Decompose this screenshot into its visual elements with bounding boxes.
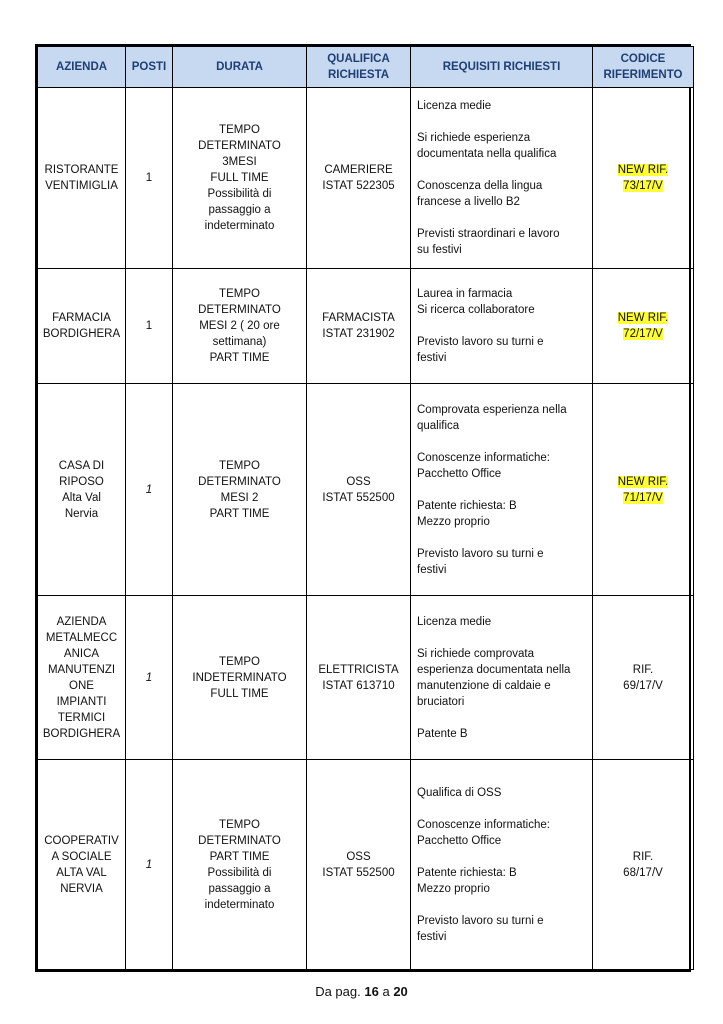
requisito-line: Previsto lavoro su turni e festivi — [417, 336, 544, 364]
requisito-line: Conoscenze informatiche: Pacchetto Office — [417, 451, 550, 480]
header-posti: POSTI — [126, 47, 173, 88]
azienda-cell: COOPERATIV A SOCIALE ALTA VAL NERVIA — [38, 760, 126, 970]
qualifica-cell: CAMERIERE ISTAT 522305 — [307, 88, 411, 269]
posti-cell: 1 — [126, 269, 173, 384]
durata-cell: TEMPO DETERMINATO PART TIME Possibilità di passaggio a indeterminato — [173, 760, 307, 970]
qualifica-cell: ELETTRICISTA ISTAT 613710 — [307, 596, 411, 760]
table-header-row — [38, 47, 694, 88]
codice-cell — [593, 269, 694, 384]
posti-cell: 1 — [126, 88, 173, 269]
table-row — [38, 88, 694, 269]
durata-cell: TEMPO DETERMINATO 3MESI FULL TIME Possibilità di passaggio a indeterminato — [173, 88, 307, 269]
posti-cell: 1 — [126, 384, 173, 596]
requisito-line: Previsti straordinari e lavoro su festivi — [417, 228, 560, 256]
requisito-line: Conoscenze informatiche: Pacchetto Office — [417, 818, 550, 847]
codice-riferimento: NEW RIF. 72/17/V — [617, 312, 669, 340]
codice-cell — [593, 384, 694, 596]
requisito-line: Patente richiesta: B Mezzo proprio — [417, 866, 517, 895]
requisiti-cell — [411, 384, 593, 596]
azienda-cell: FARMACIA BORDIGHERA — [38, 269, 126, 384]
codice-cell: RIF. 68/17/V — [593, 760, 694, 970]
footer-current-page: 16 — [364, 984, 379, 999]
requisito-line: Licenza medie — [417, 615, 492, 628]
footer-total-pages: 20 — [393, 984, 408, 999]
requisito-line: Si richiede comprovata esperienza documentata nella manutenzione di caldaie e bruciatori — [417, 647, 571, 708]
codice-riferimento: NEW RIF. 71/17/V — [617, 475, 669, 504]
qualifica-cell: OSS ISTAT 552500 — [307, 384, 411, 596]
header-qualifica: QUALIFICA RICHIESTA — [307, 47, 411, 88]
azienda-cell: RISTORANTE VENTIMIGLIA — [38, 88, 126, 269]
azienda-cell: CASA DI RIPOSO Alta Val Nervia — [38, 384, 126, 596]
requisiti-cell — [411, 88, 593, 269]
requisito-line: Patente richiesta: B Mezzo proprio — [417, 499, 517, 528]
requisito-line: Comprovata esperienza nella qualifica — [417, 403, 567, 432]
offers-table-frame — [35, 44, 691, 972]
requisiti-cell — [411, 596, 593, 760]
requisiti-cell — [411, 760, 593, 970]
table-row — [38, 384, 694, 596]
codice-cell — [593, 88, 694, 269]
table-row — [38, 596, 694, 760]
requisito-line: Licenza medie — [417, 100, 492, 112]
durata-cell: TEMPO DETERMINATO MESI 2 ( 20 ore settimana) PART TIME — [173, 269, 307, 384]
requisito-line: Qualifica di OSS — [417, 786, 502, 799]
page-footer — [0, 984, 723, 999]
header-requisiti: REQUISITI RICHIESTI — [411, 47, 593, 88]
requisiti-cell — [411, 269, 593, 384]
requisito-line: Si richiede esperienza documentata nella qualifica — [417, 132, 557, 160]
requisito-line: Laurea in farmacia Si ricerca collaboratore — [417, 288, 535, 316]
footer-mid: a — [382, 984, 390, 999]
posti-cell: 1 — [126, 760, 173, 970]
header-codice: CODICE RIFERIMENTO — [593, 47, 694, 88]
requisito-line: Previsto lavoro su turni e festivi — [417, 914, 544, 943]
requisito-line: Previsto lavoro su turni e festivi — [417, 547, 544, 576]
job-offers-table — [37, 46, 694, 970]
posti-cell: 1 — [126, 596, 173, 760]
codice-riferimento: NEW RIF. 73/17/V — [617, 164, 669, 192]
azienda-cell: AZIENDA METALMECC ANICA MANUTENZI ONE IMPIANTI TERMICI BORDIGHERA — [38, 596, 126, 760]
table-row — [38, 269, 694, 384]
requisito-line: Conoscenza della lingua francese a livello B2 — [417, 180, 543, 208]
durata-cell: TEMPO DETERMINATO MESI 2 PART TIME — [173, 384, 307, 596]
footer-prefix: Da pag. — [315, 984, 361, 999]
qualifica-cell: FARMACISTA ISTAT 231902 — [307, 269, 411, 384]
requisito-line: Patente B — [417, 727, 468, 740]
header-durata: DURATA — [173, 47, 307, 88]
header-azienda: AZIENDA — [38, 47, 126, 88]
codice-cell: RIF. 69/17/V — [593, 596, 694, 760]
qualifica-cell: OSS ISTAT 552500 — [307, 760, 411, 970]
table-row — [38, 760, 694, 970]
durata-cell: TEMPO INDETERMINATO FULL TIME — [173, 596, 307, 760]
